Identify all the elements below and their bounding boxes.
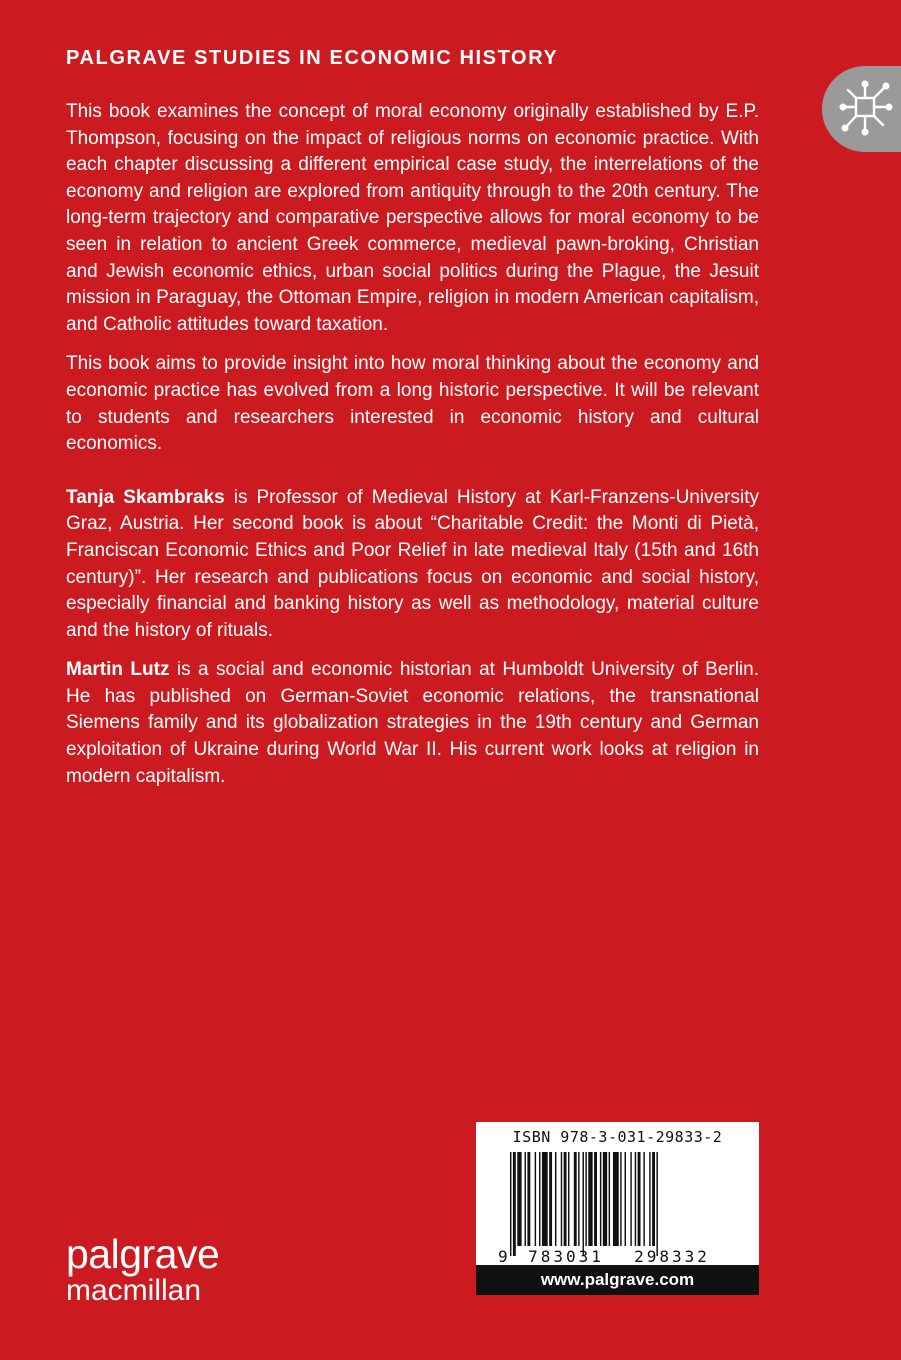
series-title: PALGRAVE STUDIES IN ECONOMIC HISTORY [66, 47, 559, 69]
description-paragraph-2: This book aims to provide insight into how moral thinking about the economy and economic practice has evolved from a long historic perspective. It will be relevant to students and researchers interested in economic history and cultural economics. [66, 353, 759, 455]
barcode-bar [561, 1152, 562, 1246]
isbn-label: ISBN 978-3-031-29833-2 [512, 1128, 723, 1146]
barcode-bar [620, 1152, 621, 1246]
barcode-bar [600, 1152, 601, 1246]
author-bio-text: is a social and economic historian at Humboldt University of Berlin. He has published on German-Soviet economic relations, the transnational Siemens family and its globalization strategies in the 19th century and German exploitation of Ukraine during World War II. His current work looks at religion in modern capitalism. [66, 659, 760, 787]
author-bio-2 [66, 657, 759, 790]
barcode-bar [568, 1152, 569, 1246]
barcode-bar [603, 1152, 607, 1246]
barcode-bar [542, 1152, 548, 1246]
description-paragraph-1: This book examines the concept of moral economy originally established by E.P. Thompson, focusing on the impact of religious norms on economic practice. With each chapter discussing a different empirical case study, the interrelations of the economy and religion are explored from antiquity through to the 20th century. The long-term trajectory and comparative perspective allows for moral economy to be seen in relation to ancient Greek commerce, medieval pawn-broking, Christian and Jewish economic ethics, urban social politics during the Plague, the Jesuit mission in Paraguay, the Ottoman Empire, religion in modern American capitalism, and Catholic attitudes toward taxation. [66, 101, 759, 335]
barcode-bar [609, 1152, 610, 1246]
author-bio-1 [66, 485, 759, 645]
publisher-logo [66, 1231, 286, 1307]
barcode-bar [594, 1152, 597, 1246]
barcode-bar [656, 1152, 657, 1256]
barcode-bar [583, 1152, 584, 1256]
barcode-bar [517, 1152, 521, 1246]
author-bio-text: is Professor of Medieval History at Karl-Franzens-University Graz, Austria. Her second book is about “Charitable Credit: the Monti di Pietà, Franciscan Economic Ethics and Poor Relief in late medieval Italy (15th and 16th century)”. Her research and publications focus on economic and social history, especially financial and banking history as well as methodology, material culture and the history of rituals. [66, 486, 759, 641]
barcode-bar [535, 1152, 536, 1246]
author-name: Martin Lutz [66, 659, 170, 681]
springer-badge [822, 66, 901, 152]
publisher-logo-line-2: macmillan [66, 1274, 202, 1307]
barcode-bar [525, 1152, 526, 1246]
publisher-logo-line-1: palgrave [66, 1231, 220, 1277]
barcode-group-1: 783031 [528, 1247, 604, 1264]
website-bar [476, 1265, 759, 1295]
barcode-bar [625, 1152, 626, 1246]
barcode-bar [574, 1152, 577, 1246]
barcode-group-2: 298332 [634, 1247, 710, 1264]
barcode-bar [630, 1152, 631, 1246]
website-link[interactable]: www.palgrave.com [540, 1270, 695, 1289]
barcode-bar [513, 1152, 516, 1256]
barcode-first-digit: 9 [498, 1247, 508, 1264]
barcode-bar [652, 1152, 655, 1246]
barcode-bar [555, 1152, 556, 1246]
barcode-bar [578, 1152, 579, 1246]
barcode-bar [527, 1152, 530, 1246]
barcode-bar [649, 1152, 650, 1246]
barcode-bar [613, 1152, 619, 1246]
barcode-bars [510, 1152, 658, 1256]
barcode-bar [585, 1152, 586, 1246]
barcode [496, 1152, 746, 1264]
barcode-bar [510, 1152, 511, 1256]
barcode-bar [643, 1152, 644, 1246]
barcode-bar [635, 1152, 636, 1246]
barcode-bar [539, 1152, 540, 1246]
barcode-bar [588, 1152, 592, 1246]
barcode-bar [549, 1152, 552, 1246]
barcode-bar [638, 1152, 641, 1246]
cover-copy [66, 99, 759, 790]
author-name: Tanja Skambraks [66, 486, 225, 508]
barcode-bar [564, 1152, 567, 1246]
network-icon [838, 76, 896, 140]
barcode-panel [476, 1122, 759, 1295]
